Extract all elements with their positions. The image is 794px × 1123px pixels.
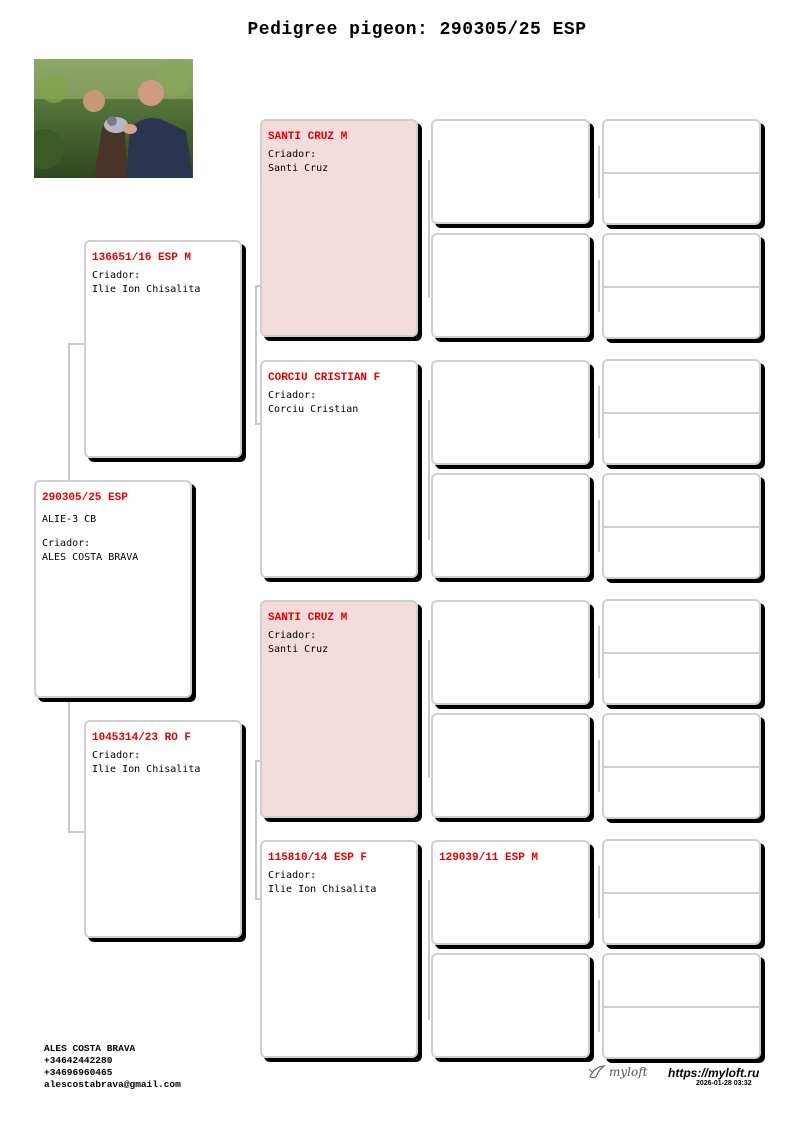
connector-line — [68, 697, 70, 833]
subject-name: ALIE-3 CB — [42, 514, 97, 525]
ancestor-ring: SANTI CRUZ M — [268, 612, 348, 624]
connector-line — [68, 343, 84, 345]
connector-line — [598, 500, 600, 552]
connector-line — [428, 880, 430, 1020]
print-date: 2026-01-28 03:32 — [696, 1080, 752, 1087]
ancestor-box[interactable] — [431, 600, 590, 705]
page-title: Pedigree pigeon: 290305/25 ESP — [247, 20, 587, 40]
sire-card[interactable] — [84, 240, 242, 458]
owner-name: ALES COSTA BRAVA — [44, 1043, 136, 1054]
connector-line — [428, 640, 430, 778]
sire-dam-card[interactable] — [260, 360, 418, 578]
connector-line — [598, 980, 600, 1032]
connector-line — [255, 760, 257, 900]
ancestor-box[interactable] — [431, 713, 590, 818]
ancestor-pair[interactable] — [602, 119, 761, 225]
ancestor-box[interactable] — [431, 953, 590, 1058]
ancestor-breeder: Ilie Ion Chisalita — [268, 884, 377, 895]
ancestor-box[interactable] — [431, 360, 590, 465]
connector-line — [598, 146, 600, 198]
owner-phone: +34642442280 — [44, 1055, 113, 1066]
brand-logo — [588, 1063, 647, 1081]
connector-line — [598, 386, 600, 438]
connector-line — [598, 740, 600, 792]
ancestor-breeder: Santi Cruz — [268, 163, 329, 174]
ancestor-breeder: Corciu Cristian — [268, 404, 359, 415]
connector-line — [68, 343, 70, 483]
dam-ring: 1045314/23 RO F — [92, 732, 192, 744]
subject-breeder: ALES COSTA BRAVA — [42, 552, 139, 563]
breeder-label: Criador: — [92, 270, 141, 281]
breeder-label: Criador: — [92, 750, 141, 761]
ancestor-ring: SANTI CRUZ M — [268, 131, 348, 143]
subject-pigeon-card[interactable] — [34, 480, 192, 698]
ancestor-pair[interactable] — [602, 599, 761, 705]
ancestor-pair[interactable] — [602, 359, 761, 465]
pigeon-icon — [588, 1063, 606, 1081]
breeder-label: Criador: — [42, 538, 91, 549]
breeder-label: Criador: — [268, 149, 317, 160]
brand-name: myloft — [609, 1065, 648, 1079]
connector-line — [68, 831, 84, 833]
ancestor-pair[interactable] — [602, 473, 761, 579]
breeder-label: Criador: — [268, 870, 317, 881]
dam-sire-card[interactable] — [260, 600, 418, 818]
sire-breeder: Ilie Ion Chisalita — [92, 284, 201, 295]
ancestor-ring: CORCIU CRISTIAN F — [268, 372, 381, 384]
photo-image — [34, 59, 193, 178]
ancestor-pair[interactable] — [602, 953, 761, 1059]
website-link[interactable]: https://myloft.ru — [668, 1066, 760, 1080]
breeder-label: Criador: — [268, 630, 317, 641]
ancestor-box[interactable] — [431, 233, 590, 338]
ancestor-pair[interactable] — [602, 839, 761, 945]
ancestor-ring: 129039/11 ESP M — [439, 852, 539, 864]
dam-breeder: Ilie Ion Chisalita — [92, 764, 201, 775]
owner-contact — [44, 1043, 181, 1091]
connector-line — [255, 285, 257, 425]
connector-line — [598, 626, 600, 678]
ancestor-box[interactable] — [431, 119, 590, 224]
dam-card[interactable] — [84, 720, 242, 938]
dam-dam-card[interactable] — [260, 840, 418, 1058]
ancestor-pair[interactable] — [602, 233, 761, 339]
owner-phone: +34696960465 — [44, 1067, 113, 1078]
subject-ring: 290305/25 ESP — [42, 492, 128, 504]
ancestor-box[interactable] — [431, 840, 590, 945]
owner-email[interactable]: alescostabrava@gmail.com — [44, 1079, 181, 1090]
ancestor-ring: 115810/14 ESP F — [268, 852, 368, 864]
breeders-photo — [34, 59, 193, 178]
sire-sire-card[interactable] — [260, 119, 418, 337]
ancestor-pair[interactable] — [602, 713, 761, 819]
connector-line — [598, 260, 600, 312]
connector-line — [428, 400, 430, 540]
breeder-label: Criador: — [268, 390, 317, 401]
ancestor-breeder: Santi Cruz — [268, 644, 329, 655]
ancestor-box[interactable] — [431, 473, 590, 578]
connector-line — [598, 866, 600, 918]
sire-ring: 136651/16 ESP M — [92, 252, 192, 264]
connector-line — [428, 160, 430, 298]
